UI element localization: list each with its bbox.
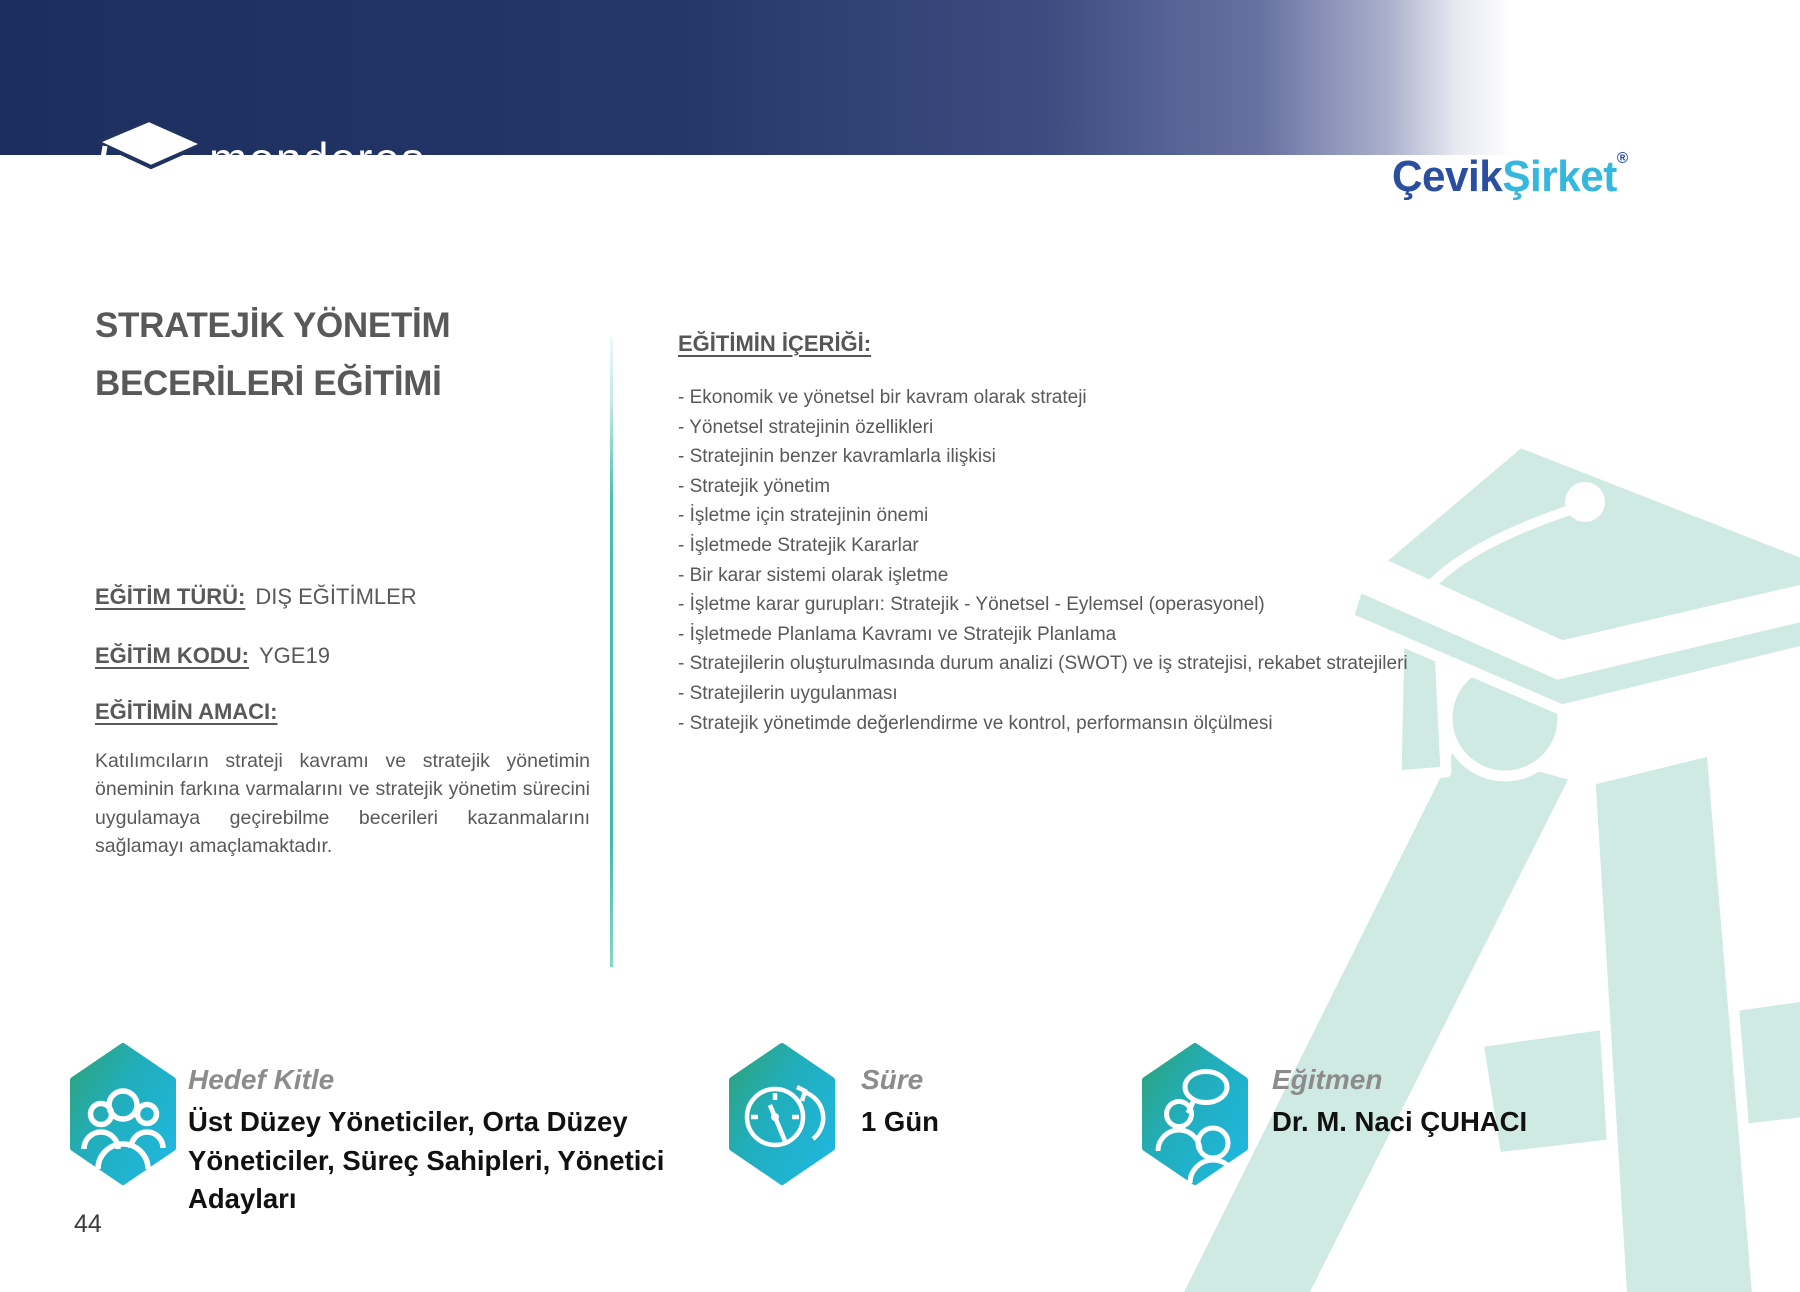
ceviksirket-part1: Çevik bbox=[1392, 152, 1503, 201]
watermark-tassel-button bbox=[1565, 482, 1605, 522]
clock-icon bbox=[729, 1043, 835, 1185]
watermark-a-left-leg bbox=[1174, 742, 1576, 1292]
watermark-a-right-leg bbox=[1590, 750, 1758, 1292]
content-list-item: - İşletmede Planlama Kavramı ve Stratejik Planlama bbox=[678, 623, 1117, 645]
course-title-line1: STRATEJİK YÖNETİM bbox=[95, 306, 451, 345]
brand-line1: menderes bbox=[209, 133, 426, 185]
trainer-section bbox=[1272, 1064, 1527, 1142]
content-list-item: - Stratejinin benzer kavramlarla ilişkisi bbox=[678, 446, 996, 468]
column-divider bbox=[610, 337, 613, 967]
header-band bbox=[0, 0, 1800, 249]
content-list-item: - Ekonomik ve yönetsel bir kavram olarak strateji bbox=[678, 387, 1087, 408]
people-icon bbox=[70, 1043, 176, 1185]
course-type-label: EĞİTİM TÜRÜ: bbox=[95, 584, 246, 609]
course-code-label: EĞİTİM KODU: bbox=[95, 643, 249, 668]
content-list-item: - İşletmede Stratejik Kararlar bbox=[678, 534, 919, 556]
trainer-value: Dr. M. Naci ÇUHACI bbox=[1272, 1106, 1528, 1137]
content-list-item: - Bir karar sistemi olarak işletme bbox=[678, 564, 949, 586]
ceviksirket-part2: Şirket bbox=[1502, 152, 1617, 201]
target-audience-section bbox=[188, 1064, 693, 1219]
brand-line2: AKADEMİ bbox=[187, 181, 479, 249]
content-heading: EĞİTİMİN İÇERİĞİ: bbox=[678, 331, 872, 356]
ceviksirket-logo bbox=[1392, 150, 1628, 202]
duration-value: 1 Gün bbox=[861, 1106, 939, 1137]
course-code-value: YGE19 bbox=[259, 643, 330, 668]
content-list-item: - Yönetsel stratejinin özellikleri bbox=[678, 416, 934, 438]
trainer-icon bbox=[1142, 1043, 1248, 1185]
trainer-label: Eğitmen bbox=[1272, 1064, 1383, 1095]
course-code-row bbox=[95, 643, 330, 669]
content-list-item: - Stratejilerin uygulanması bbox=[678, 682, 898, 704]
content-list-item: - İşletme karar gurupları: Stratejik - Yönetsel - Eylemsel (operasyonel) bbox=[678, 594, 1265, 616]
registered-mark: ® bbox=[1616, 150, 1628, 167]
course-type-value: DIŞ EĞİTİMLER bbox=[255, 584, 417, 609]
content-list-item: - Stratejik yönetimde değerlendirme ve kontrol, performansın ölçülmesi bbox=[678, 712, 1273, 734]
content-list-item: - Stratejilerin oluşturulmasında durum analizi (SWOT) ve iş stratejisi, rekabet stratejileri bbox=[678, 653, 1408, 675]
purpose-heading: EĞİTİMİN AMACI: bbox=[95, 699, 278, 724]
content-list-item: - İşletme için stratejinin önemi bbox=[678, 505, 929, 527]
duration-section bbox=[861, 1064, 939, 1142]
page-number: 44 bbox=[74, 1210, 102, 1238]
course-type-row bbox=[95, 584, 417, 610]
duration-label: Süre bbox=[861, 1064, 924, 1095]
content-list bbox=[678, 383, 1408, 738]
course-title-line2: BECERİLERİ EĞİTİMİ bbox=[95, 364, 442, 403]
purpose-paragraph: Katılımcıların strateji kavramı ve stratejik yönetimin öneminin farkına varmalarını ve stratejik yönetim sürecini uygulamaya geçirebilme becerileri kazanmalarını sağlamayı amaçlamaktadır. bbox=[95, 750, 590, 858]
content-list-item: - Stratejik yönetim bbox=[678, 475, 831, 497]
menderes-akademi-logo bbox=[95, 110, 575, 262]
course-title bbox=[95, 297, 450, 413]
target-audience-label: Hedef Kitle bbox=[188, 1064, 335, 1095]
target-audience-value: Üst Düzey Yöneticiler, Orta Düzey Yöneticiler, Süreç Sahipleri, Yönetici Adayları bbox=[188, 1106, 665, 1214]
